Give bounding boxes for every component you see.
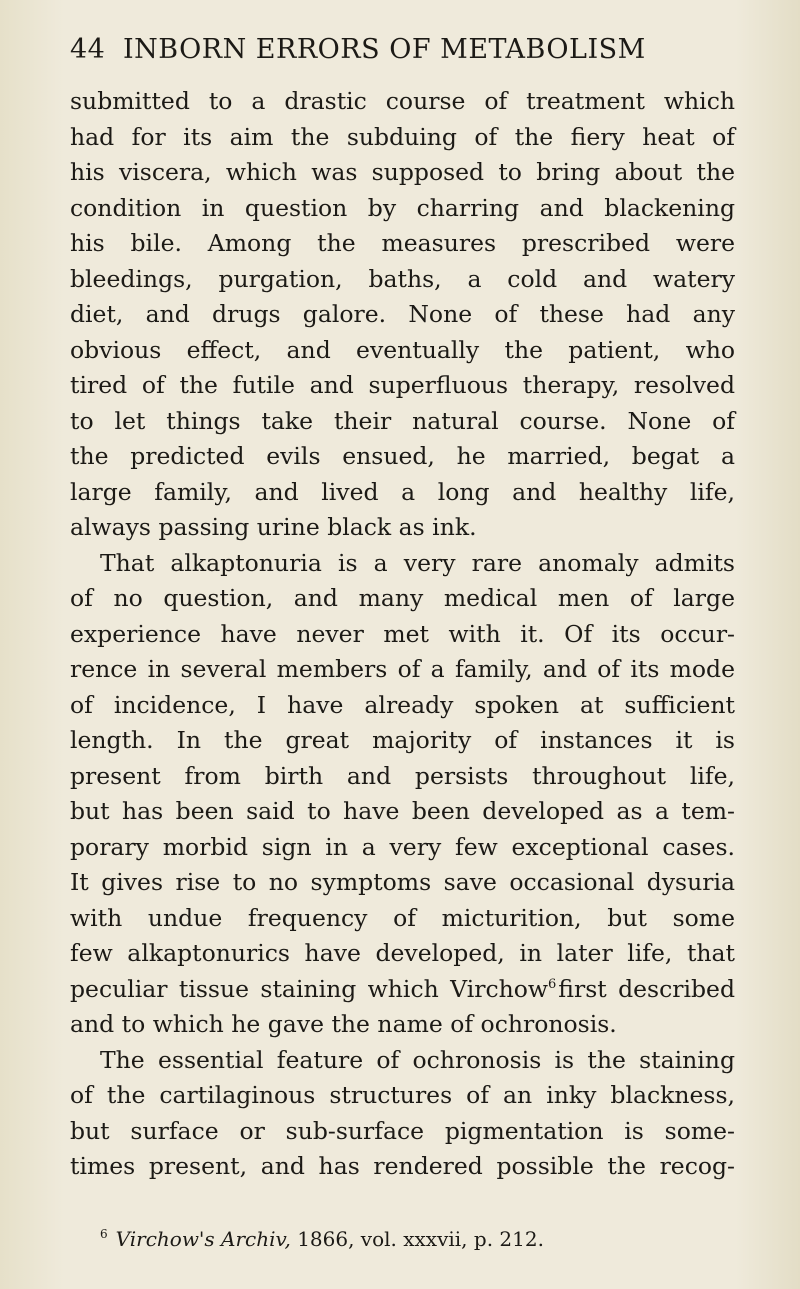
- text-fragment: peculiar tissue staining which Virchow: [70, 974, 548, 1003]
- text-line: porary morbid sign in a very few exceptional cases.: [70, 832, 735, 861]
- text-line: present from birth and persists throughout life,: [70, 761, 735, 790]
- text-line: always passing urine black as ink.: [70, 513, 477, 541]
- text-line: tired of the futile and superfluous therapy, resolved: [70, 371, 735, 399]
- text-line: It gives rise to no symptoms save occasional dysuria: [70, 868, 735, 896]
- text-line: large family, and lived a long and healthy life,: [70, 477, 735, 506]
- text-line: few alkaptonurics have developed, in later life, that: [70, 939, 735, 967]
- text-line: obvious effect, and eventually the patient, who: [70, 335, 735, 364]
- text-line: submitted to a drastic course of treatment which: [70, 87, 735, 115]
- footnote-title: Virchow's Archiv,: [115, 1227, 291, 1251]
- footnote: [100, 1219, 730, 1254]
- text-line: and to which he gave the name of ochronosis.: [70, 1010, 617, 1038]
- footnote-reference: 6: [548, 976, 557, 992]
- text-line: had for its aim the subduing of the fiery heat of: [70, 122, 735, 151]
- text-line: but surface or sub-surface pigmentation is some-: [70, 1116, 735, 1145]
- text-line: bleedings, purgation, baths, a cold and watery: [70, 264, 735, 293]
- footnote-citation: 1866, vol. xxxvii, p. 212.: [297, 1227, 544, 1251]
- text-line: of incidence, I have already spoken at sufficient: [70, 690, 735, 719]
- text-line: but has been said to have been developed as a tem-: [70, 797, 735, 825]
- text-line: of the cartilaginous structures of an inky blackness,: [70, 1081, 735, 1109]
- text-line: the predicted evils ensued, he married, begat a: [70, 442, 735, 470]
- text-line: experience have never met with it. Of its occur-: [70, 619, 735, 648]
- text-line: times present, and has rendered possible the recog-: [70, 1152, 735, 1180]
- text-line: That alkaptonuria is a very rare anomaly admits: [100, 548, 735, 577]
- footnote-marker: 6: [100, 1227, 108, 1241]
- text-line: condition in question by charring and blackening: [70, 193, 735, 222]
- running-head: INBORN ERRORS OF METABOLISM: [123, 34, 646, 65]
- text-line: rence in several members of a family, and of its mode: [70, 655, 735, 683]
- body-text: [70, 84, 735, 1185]
- text-line: diet, and drugs galore. None of these had any: [70, 300, 735, 328]
- text-line: to let things take their natural course. None of: [70, 406, 735, 435]
- text-line: his viscera, which was supposed to bring about the: [70, 158, 735, 186]
- text-line: The essential feature of ochronosis is the staining: [100, 1045, 735, 1074]
- page-number: 44: [70, 34, 106, 65]
- text-line: [70, 972, 735, 1008]
- page-header: [70, 30, 730, 70]
- text-line: of no question, and many medical men of large: [70, 584, 735, 612]
- text-line: his bile. Among the measures prescribed were: [70, 229, 735, 257]
- text-fragment: first described: [558, 974, 735, 1003]
- text-line: with undue frequency of micturition, but some: [70, 903, 735, 932]
- text-line: length. In the great majority of instances it is: [70, 726, 735, 754]
